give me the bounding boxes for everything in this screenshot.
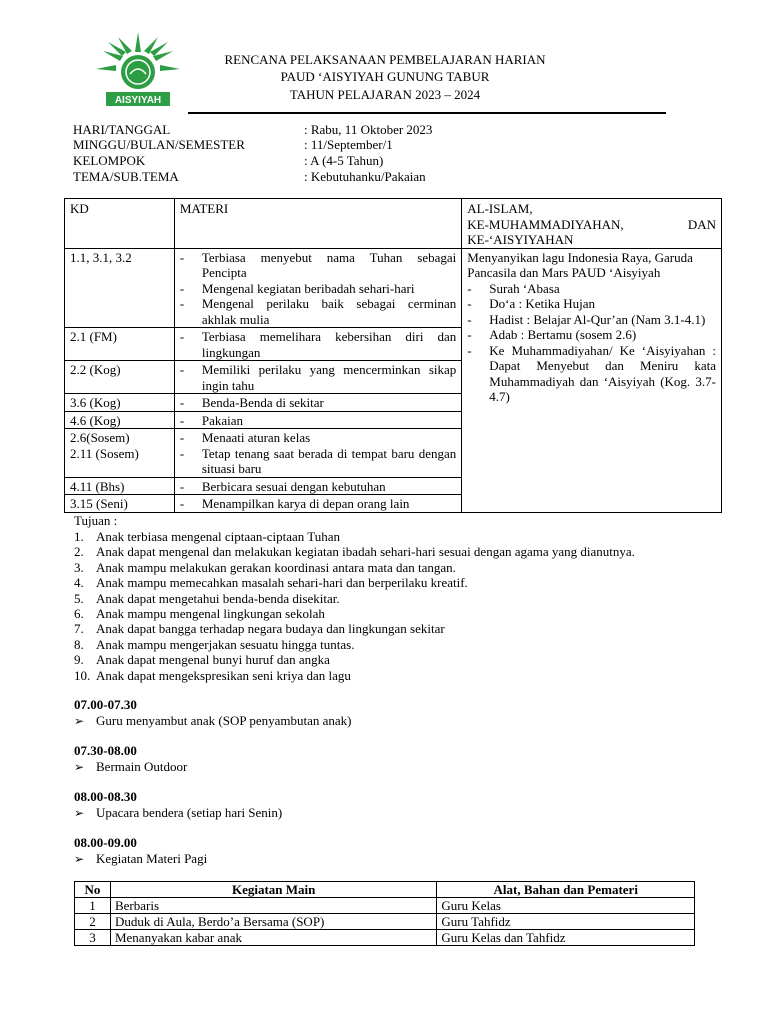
kd-cell bbox=[65, 429, 175, 478]
row-alat: Guru Tahfidz bbox=[437, 914, 695, 930]
materi-item: - Terbiasa memelihara kebersihan diri dan lingkungan bbox=[179, 329, 457, 360]
islam-header-line3: KE-‘AISYIYAHAN bbox=[467, 232, 574, 247]
kd-cell bbox=[65, 328, 175, 361]
time-slot: 08.00-09.00 bbox=[74, 835, 137, 850]
table-row bbox=[75, 914, 695, 930]
islam-item: - Ke Muhammadiyahan/ Ke ‘Aisyiyahan : Dapat Menyebut dan Meniru kata Muhammadiyah dan ‘Aisyiyah (Kog. 3.7-4.7) bbox=[467, 342, 716, 404]
time-slot: 07.30-08.00 bbox=[74, 743, 137, 758]
meta-value-date: : Rabu, 11 Oktober 2023 bbox=[304, 122, 433, 137]
col-header-alat: Alat, Bahan dan Pemateri bbox=[437, 882, 695, 898]
academic-year: TAHUN PELAJARAN 2023 – 2024 bbox=[289, 87, 481, 102]
meta-label-group: KELOMPOK bbox=[73, 153, 146, 168]
kd-materi-table bbox=[64, 198, 722, 513]
activity-item: ➢ Kegiatan Materi Pagi bbox=[74, 851, 208, 866]
row-alat: Guru Kelas dan Tahfidz bbox=[437, 930, 695, 946]
row-number: 2 bbox=[75, 914, 111, 930]
kd-cell bbox=[65, 394, 175, 412]
header-rule bbox=[188, 112, 666, 114]
materi-cell bbox=[174, 429, 461, 478]
kd-cell bbox=[65, 411, 175, 429]
tujuan-list bbox=[74, 529, 714, 683]
logo-text: AISYIYAH bbox=[114, 95, 162, 106]
kd-header: KD bbox=[65, 199, 175, 249]
tujuan-item: 10. Anak dapat mengekspresikan seni kriya dan lagu bbox=[74, 667, 351, 683]
islam-item: - Adab : Bertamu (sosem 2.6) bbox=[467, 327, 637, 342]
tujuan-item: 2. Anak dapat mengenal dan melakukan kegiatan ibadah sehari-hari sesuai dengan agama yang dianutnya. bbox=[74, 544, 635, 560]
islam-item: - Hadist : Belajar Al-Qur’an (Nam 3.1-4.1) bbox=[467, 311, 706, 327]
row-number: 3 bbox=[75, 930, 111, 946]
materi-item: - Terbiasa menyebut nama Tuhan sebagai Pencipta bbox=[179, 249, 457, 280]
table-row bbox=[75, 930, 695, 946]
activity-item: ➢ Bermain Outdoor bbox=[74, 759, 188, 774]
materi-item: - Menaati aturan kelas bbox=[179, 430, 311, 445]
materi-cell bbox=[174, 328, 461, 361]
islam-header-line2: KE-MUHAMMADIYAHAN, bbox=[467, 216, 624, 232]
meta-value-theme: : Kebutuhanku/Pakaian bbox=[304, 169, 426, 184]
doc-title: RENCANA PELAKSANAAN PEMBELAJARAN HARIAN bbox=[224, 52, 546, 67]
activity-item: ➢ Guru menyambut anak (SOP penyambutan anak) bbox=[74, 713, 352, 728]
materi-cell bbox=[174, 361, 461, 394]
islam-header-and: DAN bbox=[687, 216, 716, 232]
materi-item: - Tetap tenang saat berada di tempat baru dengan situasi baru bbox=[179, 445, 457, 476]
meta-value-week: : 11/September/1 bbox=[304, 137, 393, 152]
arrow-bullet-icon: ➢ bbox=[74, 805, 85, 820]
tujuan-item: 3. Anak mampu melakukan gerakan koordinasi antara mata dan tangan. bbox=[74, 559, 456, 575]
row-kegiatan: Berbaris bbox=[110, 898, 436, 914]
arrow-bullet-icon: ➢ bbox=[74, 851, 85, 866]
materi-cell bbox=[174, 394, 461, 412]
row-number: 1 bbox=[75, 898, 111, 914]
islam-header bbox=[462, 199, 722, 249]
kd-cell bbox=[65, 361, 175, 394]
materi-cell bbox=[174, 477, 461, 495]
kd-cell bbox=[65, 248, 175, 328]
tujuan-item: 8. Anak mampu mengerjakan sesuatu hingga tuntas. bbox=[74, 636, 355, 652]
materi-item: - Berbicara sesuai dengan kebutuhan bbox=[179, 478, 386, 494]
meta-label-theme: TEMA/SUB.TEMA bbox=[73, 169, 179, 184]
kd-code: 3.15 (Seni) bbox=[70, 496, 128, 511]
row-kegiatan: Menanyakan kabar anak bbox=[110, 930, 436, 946]
materi-item: - Menampilkan karya di depan orang lain bbox=[179, 496, 410, 511]
row-alat: Guru Kelas bbox=[437, 898, 695, 914]
islam-item: - Do‘a : Ketika Hujan bbox=[467, 296, 596, 311]
meta-value-group: : A (4-5 Tahun) bbox=[304, 153, 384, 168]
tujuan-item: 9. Anak dapat mengenal bunyi huruf dan angka bbox=[74, 652, 330, 668]
tujuan-item: 1. Anak terbiasa mengenal ciptaan-ciptaan Tuhan bbox=[74, 529, 341, 544]
activity-item: ➢ Upacara bendera (setiap hari Senin) bbox=[74, 805, 283, 820]
meta-label-week: MINGGU/BULAN/SEMESTER bbox=[73, 137, 245, 152]
tujuan-title: Tujuan : bbox=[74, 513, 118, 528]
materi-item: - Pakaian bbox=[179, 412, 244, 428]
tujuan-item: 4. Anak mampu memecahkan masalah sehari-hari dan berperilaku kreatif. bbox=[74, 575, 468, 591]
tujuan-item: 7. Anak dapat bangga terhadap negara budaya dan lingkungan sekitar bbox=[74, 621, 445, 637]
islam-cell bbox=[462, 248, 722, 512]
arrow-bullet-icon: ➢ bbox=[74, 713, 85, 728]
kd-code: 1.1, 3.1, 3.2 bbox=[70, 249, 132, 265]
kd-code: 2.1 (FM) bbox=[70, 329, 117, 344]
col-header-kegiatan: Kegiatan Main bbox=[110, 882, 436, 898]
table-row bbox=[75, 898, 695, 914]
materi-item: - Memiliki perilaku yang mencerminkan sikap ingin tahu bbox=[179, 362, 457, 393]
islam-item: - Surah ‘Abasa bbox=[467, 280, 560, 296]
islam-header-line1: AL-ISLAM, bbox=[467, 201, 533, 216]
kd-cell bbox=[65, 477, 175, 495]
kd-code: 4.6 (Kog) bbox=[70, 412, 121, 428]
kd-code: 3.6 (Kog) bbox=[70, 395, 121, 410]
tujuan-item: 6. Anak mampu mengenal lingkungan sekolah bbox=[74, 606, 325, 622]
materi-cell bbox=[174, 411, 461, 429]
kd-code: 4.11 (Bhs) bbox=[70, 478, 125, 494]
materi-item: - Benda-Benda di sekitar bbox=[179, 395, 324, 410]
materi-cell bbox=[174, 248, 461, 328]
tujuan-item: 5. Anak dapat mengetahui benda-benda disekitar. bbox=[74, 590, 340, 606]
materi-header: MATERI bbox=[174, 199, 461, 249]
materi-item: - Mengenal kegiatan beribadah sehari-hari bbox=[179, 280, 415, 296]
kd-code: 2.6(Sosem) bbox=[70, 430, 130, 445]
kd-code: 2.2 (Kog) bbox=[70, 362, 121, 377]
islam-intro: Menyanyikan lagu Indonesia Raya, Garuda Pancasila dan Mars PAUD ‘Aisyiyah bbox=[467, 249, 693, 280]
materi-cell bbox=[174, 495, 461, 513]
time-slot: 07.00-07.30 bbox=[74, 697, 137, 712]
kd-code: 2.11 (Sosem) bbox=[70, 445, 139, 461]
time-slot: 08.00-08.30 bbox=[74, 789, 137, 804]
row-kegiatan: Duduk di Aula, Berdo’a Bersama (SOP) bbox=[110, 914, 436, 930]
meta-label-date: HARI/TANGGAL bbox=[73, 122, 171, 137]
school-name: PAUD ‘AISYIYAH GUNUNG TABUR bbox=[280, 69, 490, 84]
col-header-no: No bbox=[75, 882, 111, 898]
materi-item: - Mengenal perilaku baik sebagai cerminan akhlak mulia bbox=[179, 296, 457, 327]
kd-cell bbox=[65, 495, 175, 513]
kegiatan-main-table bbox=[74, 881, 695, 946]
arrow-bullet-icon: ➢ bbox=[74, 759, 85, 774]
